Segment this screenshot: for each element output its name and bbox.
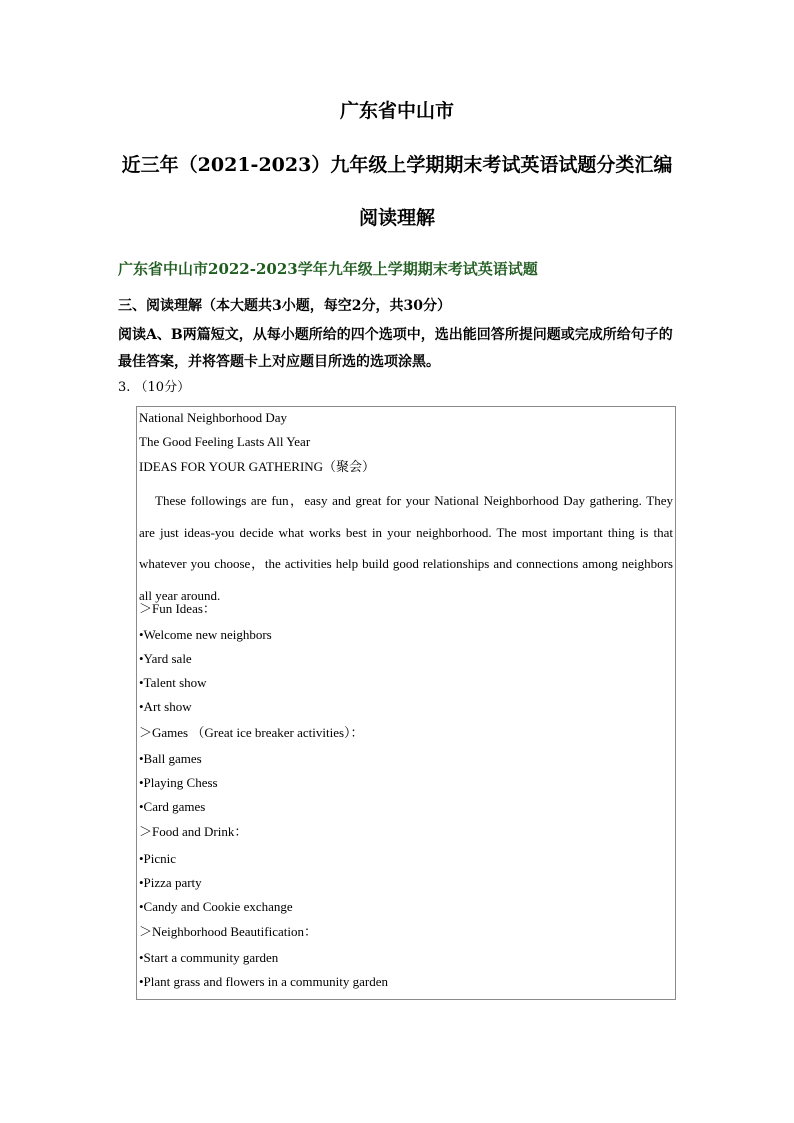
exam-subtitle: 广东省中山市2022-2023学年九年级上学期期末考试英语试题 xyxy=(118,260,538,278)
list-item: •Start a community garden xyxy=(139,950,279,965)
section-heading-fun-ideas: ＞Fun Ideas： xyxy=(139,601,216,616)
document-title-main: 近三年（2021-2023）九年级上学期期末考试英语试题分类汇编 xyxy=(121,154,673,176)
question-number: 3. （10分） xyxy=(118,380,191,395)
list-item: •Art show xyxy=(139,699,192,714)
section-heading-food-drink: ＞Food and Drink： xyxy=(139,824,248,839)
list-item: •Card games xyxy=(139,799,206,814)
passage-title: National Neighborhood Day xyxy=(139,410,288,425)
list-item: •Pizza party xyxy=(139,875,202,890)
list-item: •Plant grass and flowers in a community garden xyxy=(139,974,388,989)
section-instructions: 阅读A、B两篇短文，从每小题所给的四个选项中，选出能回答所提问题或完成所给句子的最佳答案，并将答题卡上对应题目所选的选项涂黑。 xyxy=(118,327,673,370)
passage-subtitle: The Good Feeling Lasts All Year xyxy=(139,434,311,449)
list-item: •Yard sale xyxy=(139,651,192,666)
list-item: •Talent show xyxy=(139,675,207,690)
section-heading: 三、阅读理解（本大题共3小题，每空2分，共30分） xyxy=(118,298,451,314)
list-item: •Ball games xyxy=(139,751,202,766)
document-title-topic: 阅读理解 xyxy=(358,207,435,229)
section-heading-beautification: ＞Neighborhood Beautification： xyxy=(139,924,317,939)
section-heading-games: ＞Games （Great ice breaker activities）： xyxy=(139,725,364,740)
passage-heading: IDEAS FOR YOUR GATHERING（聚会） xyxy=(139,459,376,474)
passage-intro-paragraph: These followings are fun，easy and great for your National Neighborhood Day gathering. They are just ideas-you decide what works best in your neighborhood. The most important thing is that whatever you choose，the activities help build good relationships and connections among neighbors all year around. xyxy=(139,493,673,603)
reading-passage-box xyxy=(136,406,676,1000)
document-title-region: 广东省中山市 xyxy=(339,100,454,122)
list-item: •Playing Chess xyxy=(139,775,218,790)
list-item: •Welcome new neighbors xyxy=(139,627,272,642)
list-item: •Candy and Cookie exchange xyxy=(139,899,293,914)
list-item: •Picnic xyxy=(139,851,177,866)
